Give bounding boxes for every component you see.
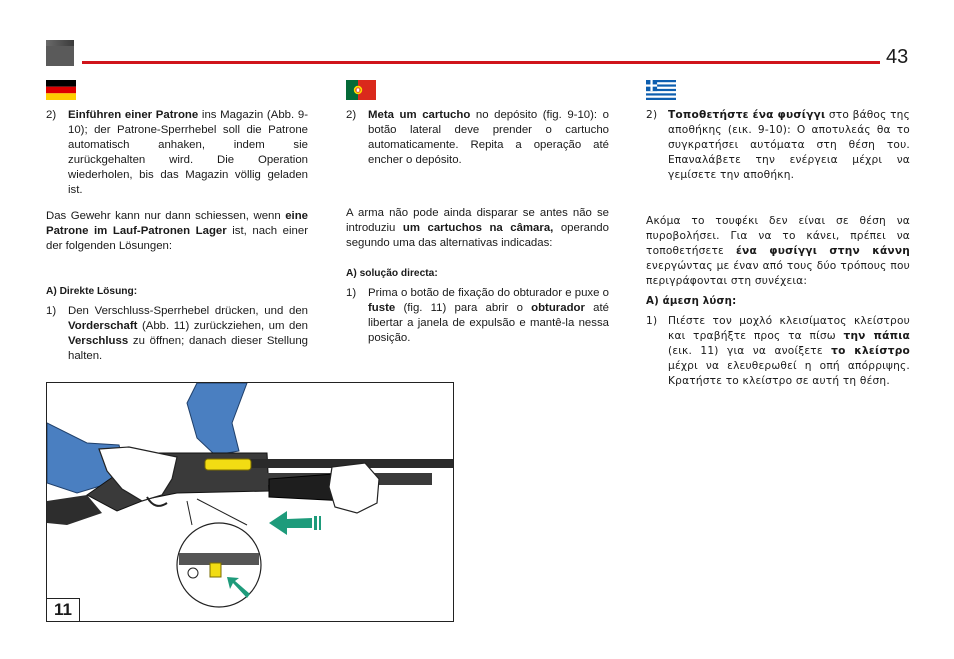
section-tab-marker bbox=[46, 40, 74, 66]
header-rule bbox=[82, 61, 880, 64]
portuguese-column bbox=[346, 108, 609, 346]
portuguese-step-2: 2) Meta um cartucho no depósito (fig. 9-10): o botão lateral deve prender o cartucho automaticamente. Repita a operação até encher o depósito. bbox=[346, 109, 609, 166]
portuguese-step-1: 1) Prima o botão de fixação do obturador e puxe o fuste (fig. 11) para abrir o obturador até libertar a janela de expulsão e mantê-la nessa posição. bbox=[346, 287, 610, 344]
front-hand bbox=[329, 463, 379, 513]
shotgun-operation-drawing bbox=[47, 383, 454, 622]
portuguese-subheading: A) solução directa: bbox=[346, 268, 438, 279]
german-subheading: A) Direkte Lösung: bbox=[46, 286, 138, 297]
front-arm-sleeve bbox=[187, 383, 247, 455]
gun-stock bbox=[47, 495, 102, 525]
greek-subheading: A) άμεση λύση: bbox=[646, 296, 737, 307]
german-step-1: 1) Den Verschluss-Sperrhebel drücken, und den Vorderschaft (Abb. 11) zurückziehen, um den Verschluss zu öffnen; danach dieser Stellung halten. bbox=[46, 305, 308, 362]
greek-flag-icon bbox=[646, 80, 676, 100]
german-step-2: 2) Einführen einer Patrone ins Magazin (Abb. 9-10); der Patrone-Sperrhebel soll die Patrone automatisch anhaken, indem sie zurückgehalten wird. Die Operation wiederholen, bis das Magazin völlig geladen ist. bbox=[46, 109, 308, 196]
german-column bbox=[46, 108, 308, 364]
figure-11-illustration bbox=[46, 382, 454, 622]
figure-number-label: 11 bbox=[46, 598, 80, 622]
pull-back-arrow-icon bbox=[269, 511, 321, 535]
greek-column bbox=[646, 108, 910, 389]
german-flag-icon bbox=[46, 80, 76, 100]
portuguese-flag-icon bbox=[346, 80, 376, 100]
detail-zoom-circle bbox=[177, 523, 261, 607]
portuguese-intro-paragraph: A arma não pode ainda disparar se antes não se introduziu um cartuchos na câmara, operando segundo uma das alternativas indicadas: bbox=[346, 207, 609, 249]
german-intro-paragraph: Das Gewehr kann nur dann schiessen, wenn eine Patrone im Lauf-Patronen Lager ist, nach einer der folgenden Lösungen: bbox=[46, 210, 308, 252]
greek-step-2: 2) Τοποθετήστε ένα φυσίγγι στο βάθος της αποθήκης (εικ. 9-10): Ο αποτυλεάς θα το συγκρατήσει αυτόματα στη θέση του. Επαναλάβετε την ενέργεια μέχρι να γεμίσετε την αποθήκη. bbox=[646, 109, 911, 181]
release-lever-highlight bbox=[205, 459, 251, 470]
greek-intro-paragraph: Ακόμα το τουφέκι δεν είναι σε θέση να πυροβολήσει. Για να το κάνει, πρέπει να τοποθετήσετε ένα φυσίγγι στην κάννη ενεργώντας με έναν από τους δύο τρόπους που περιγράφονται στη συνέχεια: bbox=[646, 215, 910, 287]
page-number: 43 bbox=[886, 46, 909, 68]
greek-step-1: 1) Πιέστε τον μοχλό κλεισίματος κλείστρου και τραβήξτε προς τα πίσω την πάπια (εικ. 11) για να ανοίξετε το κλείστρο μέχρι να ελευθερωθεί η οπή απόρριψης. Κρατήστε το κλείστρο σε αυτή τη θέση. bbox=[646, 315, 911, 387]
